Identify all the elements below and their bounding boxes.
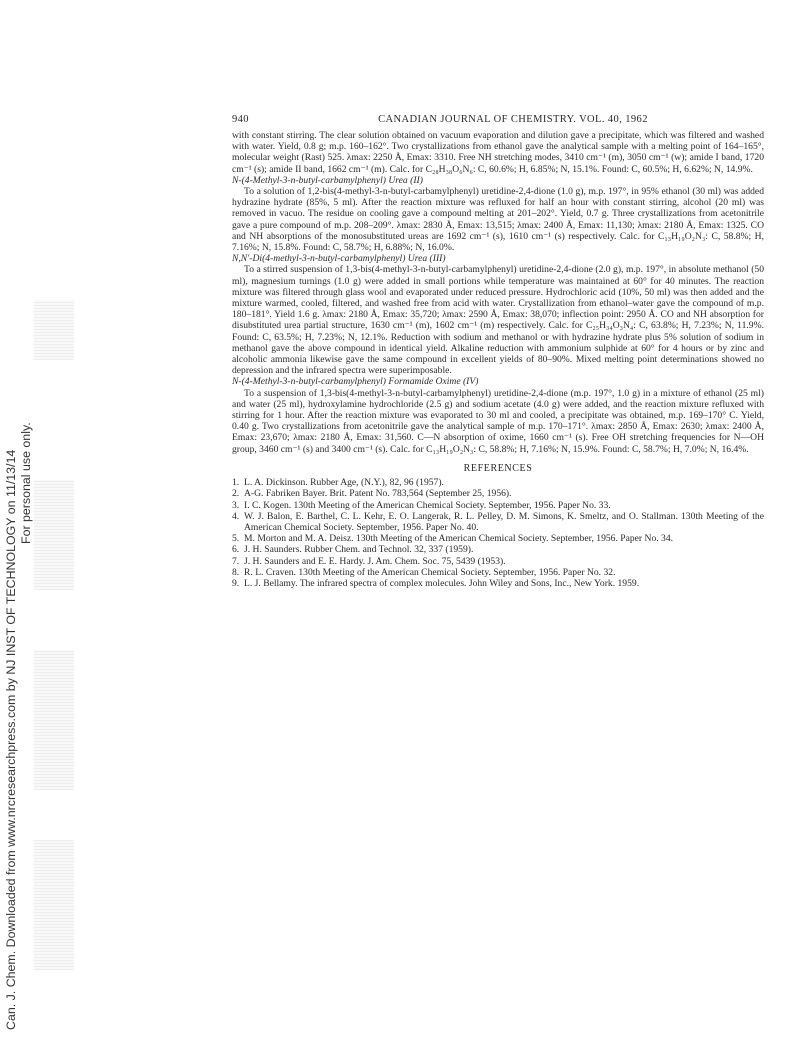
reference-item xyxy=(232,544,764,555)
scan-smudge xyxy=(34,480,74,590)
paragraph-formamide-oxime-iv: To a suspension of 1,3-bis(4-methyl-3-n-butyl-carbamylphenyl) uretidine-2,4-dione (m.p. 197°, 1.0 g) in a mixture of ethanol (25 ml) and water (25 ml), hydroxylamine hydrochloride (2.5 g) and sodium acetate (4.0 g) were added, and the reaction mixture refluxed with stirring for 1 hour. After the reaction mixture was evaporated to 30 ml and cooled, a precipitate was obtained, m.p. 169–170° C. Yield, 0.40 g. Two crystallizations from acetonitrile gave the analytical sample of m.p. 170–171°. λmax: 2850 Å, Emax: 2630; λmax: 2400 Å, Emax: 23,670; λmax: 2180 Å, Emax: 31,560. C—N absorption of oxime, 1660 cm⁻¹ (s). Free OH stretching frequencies for N—OH group, 3460 cm⁻¹ (s) and 3400 cm⁻¹ (s). Calc. for C₁₃H₁₉O₂N₃: C, 58.8%; H, 7.16%; N, 15.9%. Found: C, 58.7%; H, 7.0%; N, 16.4%. xyxy=(232,387,764,455)
running-header xyxy=(232,114,764,130)
reference-text: L. J. Bellamy. The infrared spectra of complex molecules. John Wiley and Sons, Inc., New York. 1959. xyxy=(244,577,640,589)
scan-smudge xyxy=(34,300,74,360)
section-heading-formamide-oxime-iv: N-(4-Methyl-3-n-butyl-carbamylphenyl) Formamide Oxime (IV) xyxy=(232,376,479,388)
reference-number: 7. xyxy=(232,555,240,567)
paragraph-urea-iii: To a stirred suspension of 1,3-bis(4-methyl-3-n-butyl-carbamylphenyl) uretidine-2,4-dione (2.0 g), m.p. 197°, in absolute methanol (50 ml), magnesium turnings (1.0 g) were added in small portions while temperature was maintained at 60° for 40 minutes. The reaction mixture was filtered through glass wool and evaporated under reduced pressure. Hydrochloric acid (10%, 50 ml) was then added and the mixture warmed, cooled, filtered, and washed free from acid with water. Crystallization from ethanol–water gave the compound of m.p. 180–181°. Yield 1.6 g. λmax: 2180 Å, Emax: 35,720; λmax: 2590 Å, Emax: 38,070; inflection point: 2950 Å. CO and NH absorption for disubstituted urea partial structure, 1630 cm⁻¹ (m), 1602 cm⁻¹ (m) respectively. Calc. for C₂₅H₃₄O₃N₄: C, 63.8%; H, 7.23%; N, 11.9%. Found: C, 63.5%; H, 7.23%; N, 12.1%. Reduction with sodium and methanol or with hydrazine hydrate plus 5% solution of sodium in methanol gave the above compound in identical yield. Alkaline reduction with ammonium sulphide at 60° for 4 hours or by zinc and alcoholic ammonia likewise gave the same compound in excellent yields of 80–90%. Mixed melting point determinations showed no depression and the infrared spectra were superimposable. xyxy=(232,264,764,377)
reference-number: 8. xyxy=(232,566,240,578)
article-body xyxy=(232,130,764,589)
section-heading-urea-iii: N,N′-Di(4-methyl-3-n-butyl-carbamylphenyl) Urea (III) xyxy=(232,253,446,265)
journal-page xyxy=(232,114,764,589)
reference-text: R. L. Craven. 130th Meeting of the American Chemical Society. September, 1956. Paper No. 32. xyxy=(244,566,616,578)
journal-title: CANADIAN JOURNAL OF CHEMISTRY. VOL. 40, 1962 xyxy=(378,114,648,125)
reference-item xyxy=(232,533,764,544)
section-heading-urea-ii: N-(4-Methyl-3-n-butyl-carbamylphenyl) Urea (II) xyxy=(232,174,423,186)
page-number: 940 xyxy=(232,114,249,125)
reference-text: W. J. Balon, E. Barthel, C. L. Kehr, E. O. Langerak, R. L. Pelley, D. M. Simons, K. Smeltz, and O. Stallman. 130th Meeting of the American Chemical Society. September, 1956. Paper No. 40. xyxy=(244,510,764,533)
reference-text: L. A. Dickinson. Rubber Age, (N.Y.), 82, 96 (1957). xyxy=(244,477,444,489)
reference-item xyxy=(232,500,764,511)
reference-number: 6. xyxy=(232,544,240,556)
paragraph-urea-ii: To a solution of 1,2-bis(4-methyl-3-n-butyl-carbamylphenyl) uretidine-2,4-dione (1.0 g), m.p. 197°, in 95% ethanol (30 ml) was added hydrazine hydrate (85%, 5 ml). After the reaction mixture was refluxed for half an hour with constant stirring, alcohol (20 ml) was removed in vacuo. The residue on cooling gave a compound melting at 201–202°. Yield, 0.7 g. Three crystallizations from acetonitrile gave a pure compound of m.p. 208–209°. λmax: 2830 Å, Emax: 13,515; λmax: 2400 Å, Emax: 11,130; λmax: 2180 Å, Emax: 1325. CO and NH absorptions of the monosubstituted ureas are 1692 cm⁻¹ (s), 1610 cm⁻¹ (s) respectively. Calc. for C₁₃H₁₉O₂N₃: C, 58.8%; H, 7.16%; N, 15.8%. Found: C, 58.7%; H, 6.88%; N, 16.0%. xyxy=(232,186,764,254)
reference-number: 3. xyxy=(232,499,240,511)
reference-item xyxy=(232,578,764,589)
reference-item xyxy=(232,488,764,499)
reference-text: A-G. Fabriken Bayer. Brit. Patent No. 783,564 (September 25, 1956). xyxy=(244,488,512,500)
reference-text: M. Morton and M. A. Deisz. 130th Meeting of the American Chemical Society. September, 1956. Paper No. 34. xyxy=(244,533,674,545)
watermark-line-1: Can. J. Chem. Downloaded from www.nrcresearchpress.com by NJ INST OF TECHNOLOGY on 11/13/14 xyxy=(4,449,18,1030)
watermark-line-2: For personal use only. xyxy=(19,422,33,544)
reference-item xyxy=(232,511,764,533)
reference-text: J. H. Saunders and E. E. Hardy. J. Am. Chem. Soc. 75, 5439 (1953). xyxy=(244,555,506,567)
reference-text: J. H. Saunders. Rubber Chem. and Technol. 32, 337 (1959). xyxy=(244,544,474,556)
reference-number: 2. xyxy=(232,488,240,500)
paragraph-continuation: with constant stirring. The clear solution obtained on vacuum evaporation and dilution gave a precipitate, which was filtered and washed with water. Yield, 0.8 g; m.p. 160–162°. Two crystallizations from ethanol gave the analytical sample with a melting point of 164–165°, molecular weight (Rast) 525. λmax: 2250 Å, Emax: 3310. Free NH stretching modes, 3410 cm⁻¹ (m), 3050 cm⁻¹ (w); amide I band, 1720 cm⁻¹ (s); amide II band, 1662 cm⁻¹ (m). Calc. for C₂₈H₃₈O₆N₆: C, 60.6%; H, 6.85%; N, 15.1%. Found: C, 60.5%; H, 6.62%; N, 14.9%. xyxy=(232,130,764,175)
reference-item xyxy=(232,477,764,488)
scan-smudge xyxy=(34,650,74,790)
references-heading: REFERENCES xyxy=(463,462,533,474)
reference-item xyxy=(232,556,764,567)
reference-text: I. C. Kogen. 130th Meeting of the American Chemical Society. September, 1956. Paper No. 33. xyxy=(244,499,611,511)
reference-item xyxy=(232,567,764,578)
reference-number: 1. xyxy=(232,477,240,489)
reference-number: 5. xyxy=(232,533,240,545)
download-watermark xyxy=(2,180,32,1030)
reference-number: 9. xyxy=(232,577,240,589)
scan-smudge xyxy=(34,840,74,970)
reference-number: 4. xyxy=(232,510,240,522)
references-list xyxy=(232,477,764,589)
